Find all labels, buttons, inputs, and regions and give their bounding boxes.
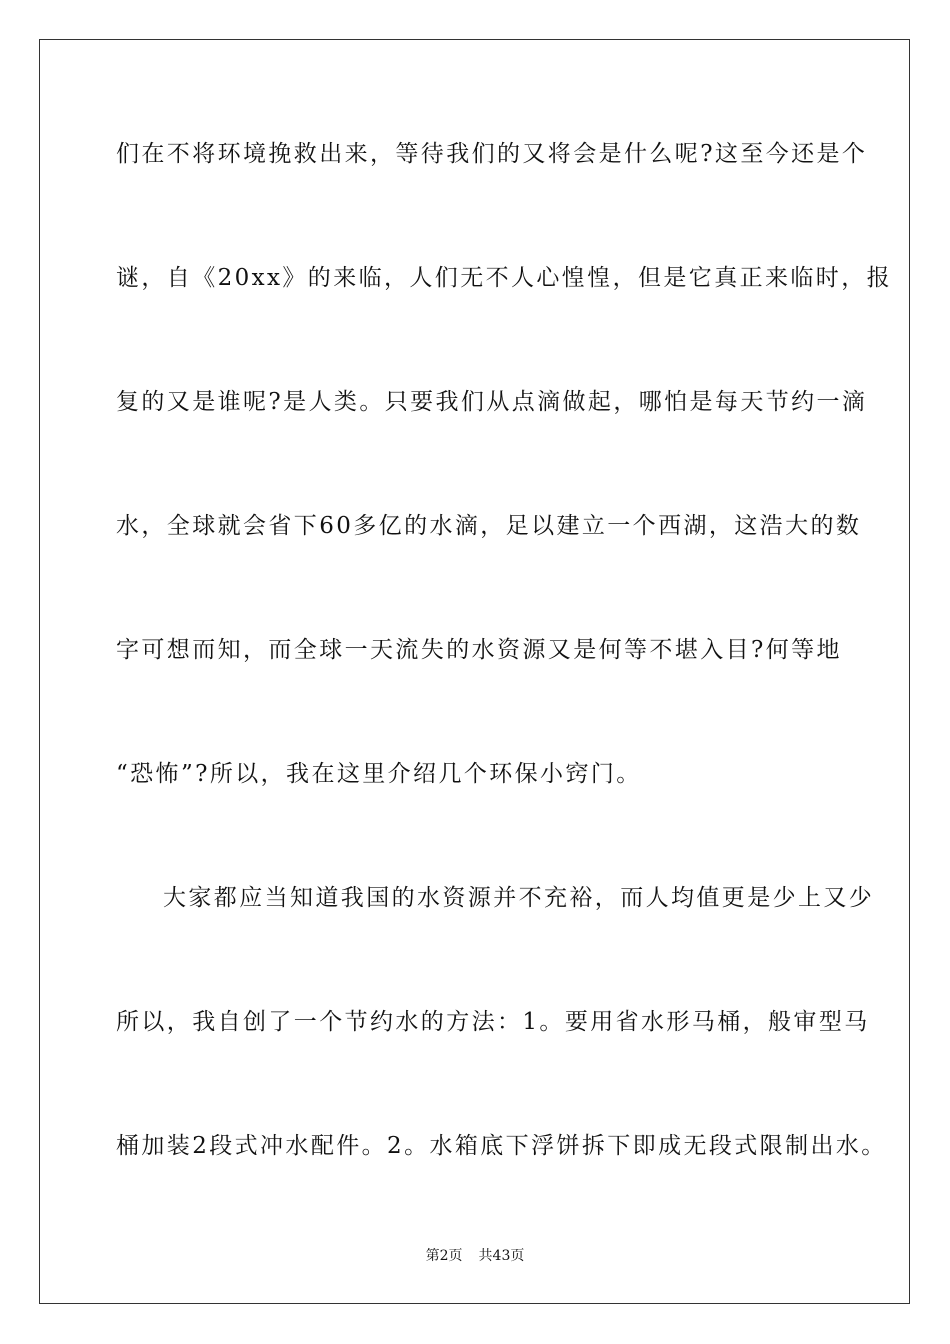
paragraph-line: 们在不将环境挽救出来，等待我们的又将会是什么呢?这至今还是个 — [116, 141, 868, 167]
paragraph-line: 谜，自《20xx》的来临，人们无不人心惶惶，但是它真正来临时，报 — [116, 265, 893, 291]
page-footer — [0, 1246, 950, 1266]
paragraph-line: 所以，我自创了一个节约水的方法：1。要用省水形马桶，般审型马 — [116, 1009, 870, 1035]
paragraph-line: “恐怖”?所以，我在这里介绍几个环保小窍门。 — [116, 761, 642, 787]
paragraph-line: 复的又是谁呢?是人类。只要我们从点滴做起，哪怕是每天节约一滴 — [116, 389, 868, 415]
paragraph-line: 大家都应当知道我国的水资源并不充裕，而人均值更是少上又少 — [163, 885, 875, 911]
page-border — [39, 39, 910, 1304]
paragraph-line: 水，全球就会省下60多亿的水滴，足以建立一个西湖，这浩大的数 — [116, 513, 862, 539]
paragraph-line: 字可想而知，而全球一天流失的水资源又是何等不堪入目?何等地 — [116, 637, 842, 663]
total-pages: 共43页 — [478, 1248, 525, 1264]
page-number: 第2页 — [425, 1248, 463, 1264]
paragraph-line: 桶加装2段式冲水配件。2。水箱底下浮饼拆下即成无段式限制出水。 — [116, 1133, 887, 1159]
